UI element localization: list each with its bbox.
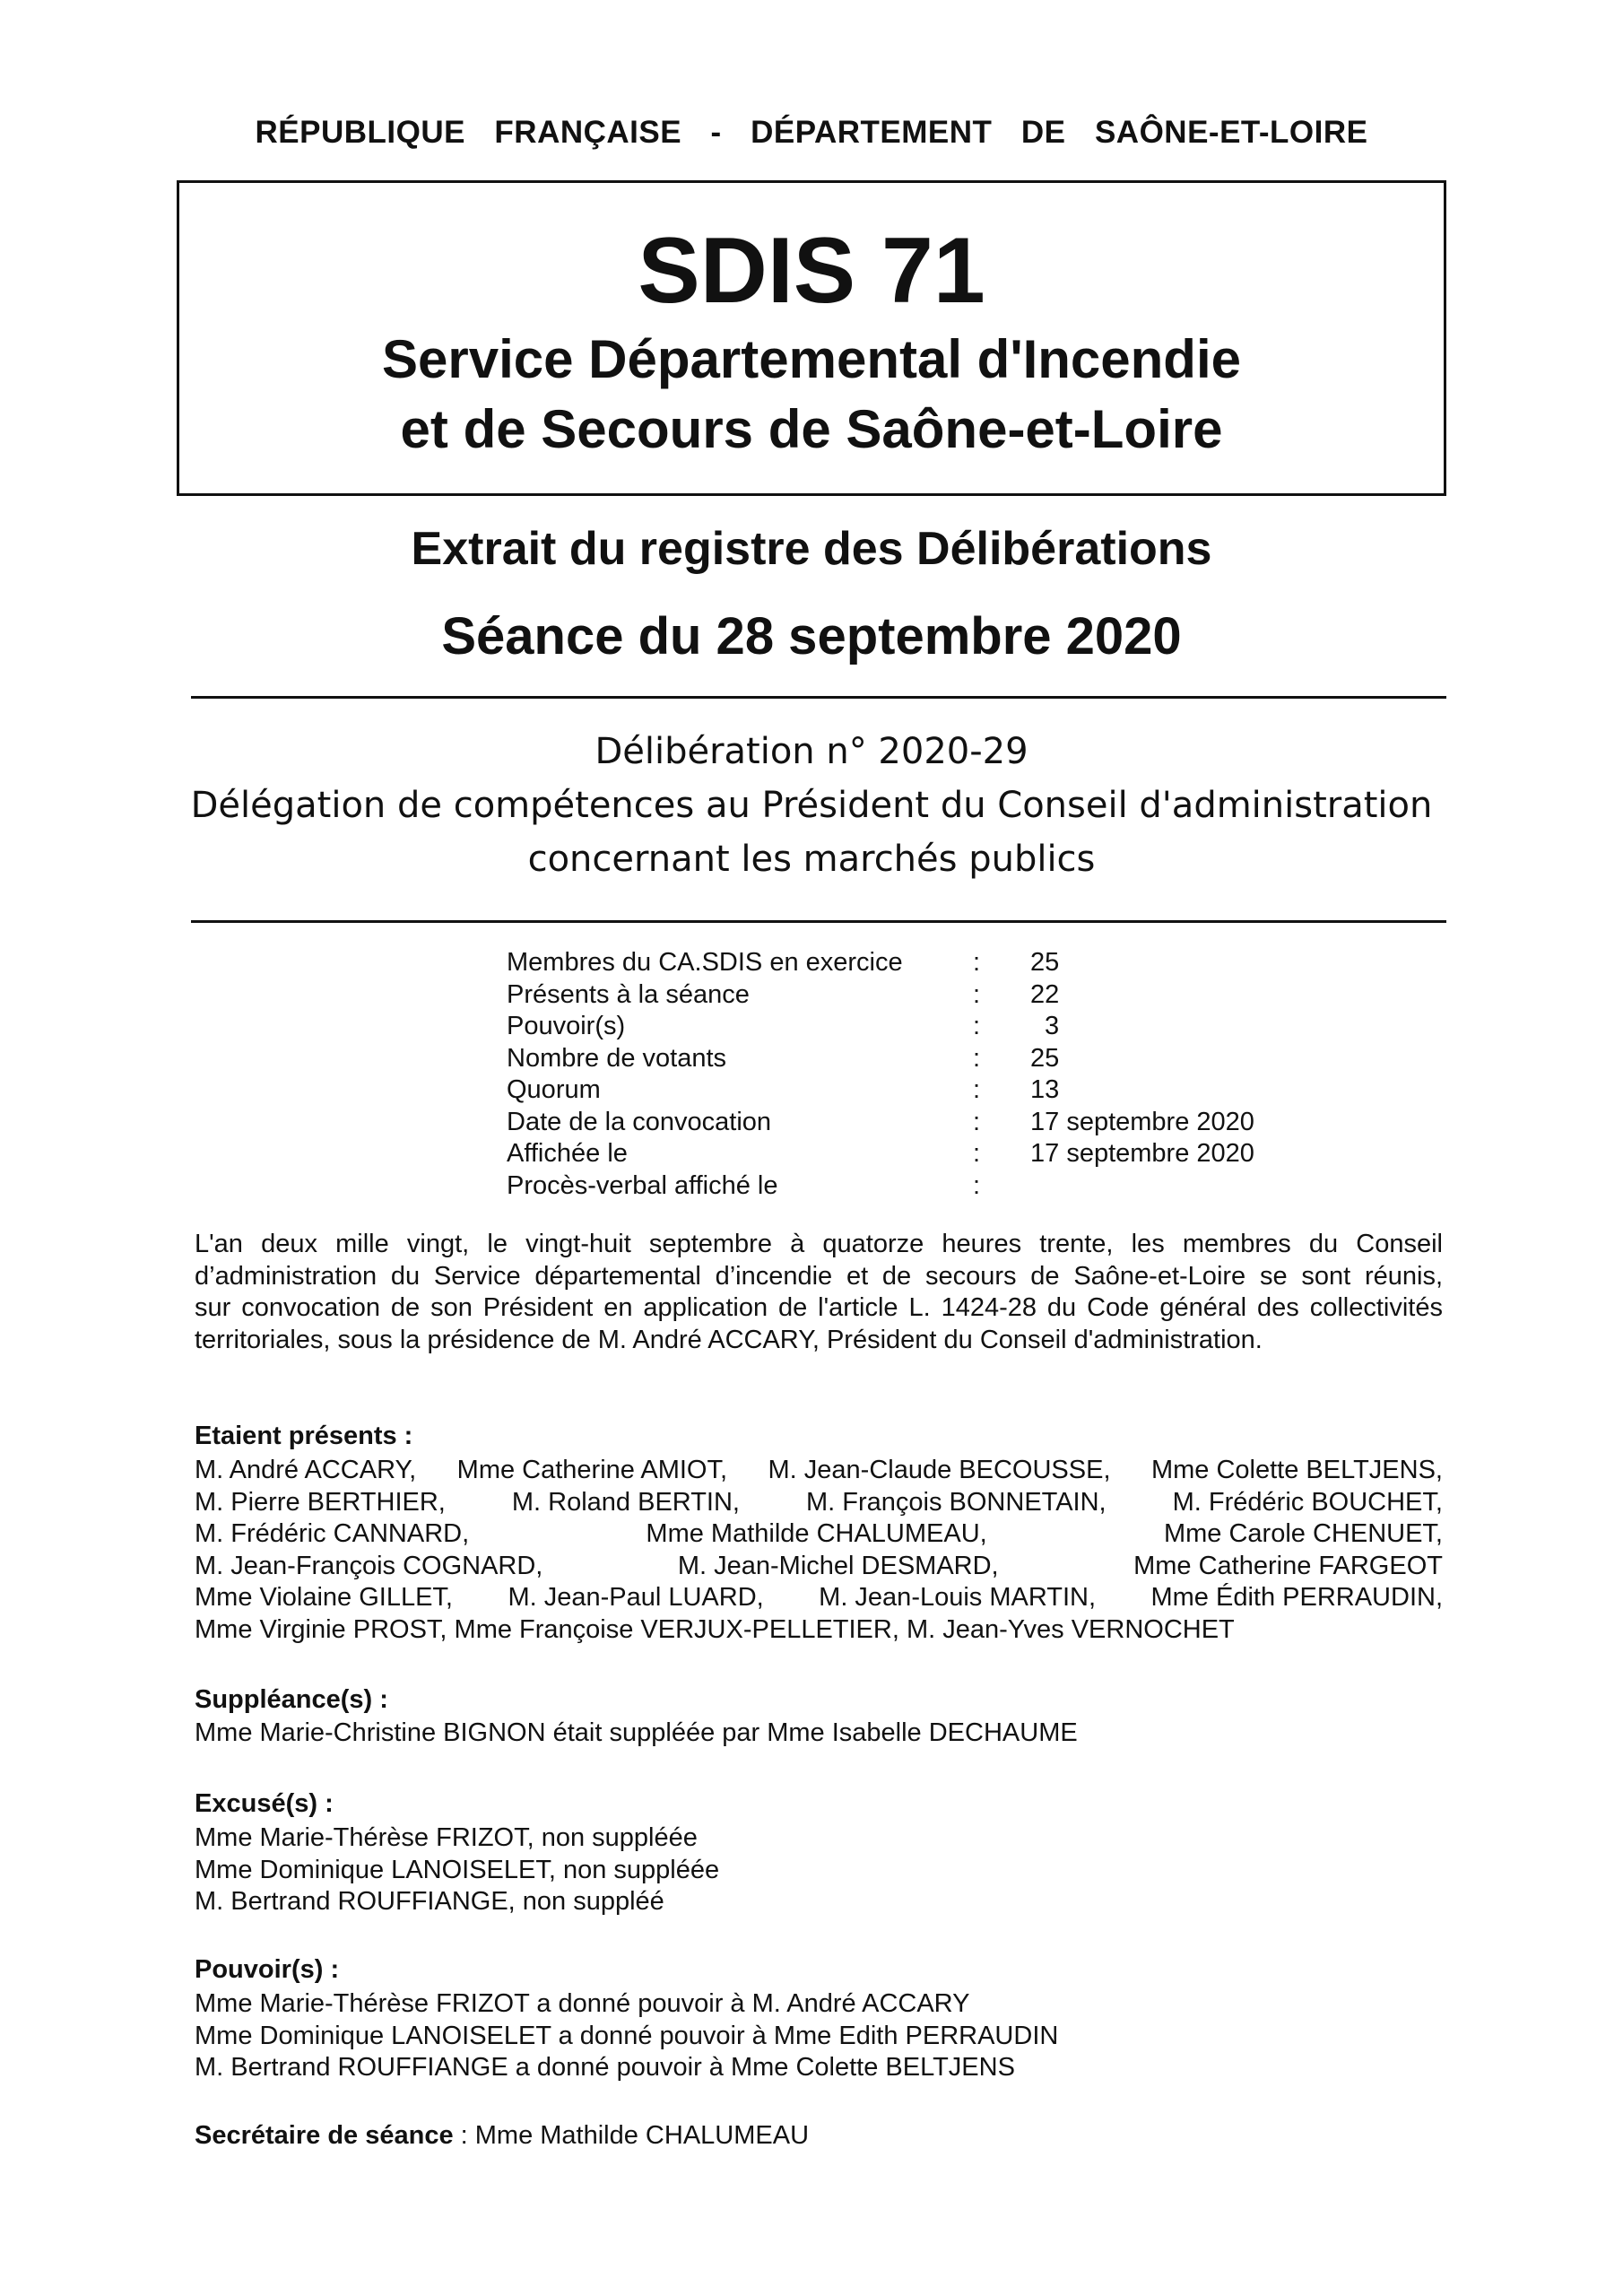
member-name: Mme Carole CHENUET, [1163, 1519, 1443, 1548]
title-box [177, 180, 1446, 496]
attendance-stats [507, 947, 1314, 1202]
member-name: Mme Violaine GILLET, [195, 1583, 453, 1612]
presents-row [195, 1487, 1443, 1519]
republic-header: RÉPUBLIQUE FRANÇAISE - DÉPARTEMENT DE SAÔNE-ET-LOIRE [255, 115, 1368, 150]
stat-label: Quorum [507, 1075, 601, 1104]
member-name: Mme Colette BELTJENS, [1150, 1456, 1443, 1484]
stat-value [1030, 1170, 1299, 1203]
stat-label: Pouvoir(s) [507, 1012, 626, 1040]
intro-line: L'an deux mille vingt, le vingt-huit septembre à quatorze heures trente, les membres du Conseil [195, 1230, 1443, 1258]
stat-colon: : [973, 1170, 981, 1200]
pouvoir-line: M. Bertrand ROUFFIANGE a donné pouvoir à Mme Colette BELTJENS [195, 2053, 1015, 2082]
member-name: Mme Édith PERRAUDIN, [1150, 1583, 1443, 1612]
suppleance-title: Suppléance(s) : [195, 1685, 388, 1714]
excuse-line: M. Bertrand ROUFFIANGE, non suppléé [195, 1887, 664, 1916]
pouvoir-line: Mme Marie-Thérèse FRIZOT a donné pouvoir à M. André ACCARY [195, 1989, 970, 2018]
presents-row [195, 1551, 1443, 1583]
stat-value: 25 [1030, 1043, 1060, 1073]
member-name: M. Jean-Louis MARTIN, [819, 1583, 1097, 1612]
excuse-line: Mme Dominique LANOISELET, non suppléée [195, 1855, 720, 1884]
intro-line: d’administration du Service départemental d’incendie et de secours de Saône-et-Loire se sont réunis, [195, 1261, 1443, 1291]
member-name: M. Jean-Claude BECOUSSE, [768, 1456, 1111, 1484]
stat-colon: : [973, 1139, 981, 1168]
service-name-line1: Service Départemental d'Incendie [382, 329, 1241, 389]
stat-colon: : [973, 1012, 981, 1040]
divider-top [191, 696, 1446, 699]
presents-title: Etaient présents : [195, 1422, 413, 1450]
stat-label: Procès-verbal affiché le [507, 1170, 778, 1200]
pouvoir-line: Mme Dominique LANOISELET a donné pouvoir à Mme Edith PERRAUDIN [195, 2021, 1059, 2050]
excuses-title: Excusé(s) : [195, 1789, 334, 1818]
stat-row [507, 947, 1314, 979]
deliberation-subject-line1: Délégation de compétences au Président du Conseil d'administration [190, 785, 1433, 826]
suppleance-list [195, 1718, 1443, 1750]
stat-row [507, 1170, 1314, 1203]
member-name: M. Jean-François COGNARD, [195, 1551, 543, 1580]
stat-row [507, 1074, 1314, 1107]
stat-value: 25 [1030, 948, 1060, 977]
pouvoirs-title: Pouvoir(s) : [195, 1955, 340, 1984]
stat-row [507, 1138, 1314, 1170]
intro-line: sur convocation de son Président en application de l'article L. 1424-28 du Code général des collectivités [195, 1293, 1443, 1322]
presents-row [195, 1582, 1443, 1614]
member-name: Mme Catherine FARGEOT [1133, 1551, 1443, 1580]
stat-value: 3 [1045, 1012, 1060, 1040]
sdis-title: SDIS 71 [638, 219, 985, 323]
deliberation-number: Délibération n° 2020-29 [595, 731, 1028, 772]
suppleance-line: Mme Marie-Christine BIGNON était suppléée par Mme Isabelle DECHAUME [195, 1718, 1078, 1747]
stat-row [507, 979, 1314, 1012]
stat-colon: : [973, 979, 981, 1009]
presents-list [195, 1455, 1443, 1646]
member-name: M. Jean-Michel DESMARD, [677, 1551, 999, 1580]
member-name: Mme Mathilde CHALUMEAU, [646, 1519, 987, 1548]
deliberation-block [0, 725, 1623, 886]
stat-value: 13 [1030, 1075, 1060, 1104]
member-name: M. Jean-Paul LUARD, [508, 1583, 764, 1612]
member-name: M. André ACCARY, [195, 1456, 417, 1484]
stat-colon: : [973, 1107, 981, 1136]
secretaire-line [195, 2120, 1443, 2152]
stat-row [507, 1043, 1314, 1075]
presents-row [195, 1518, 1443, 1551]
extrait-heading: Extrait du registre des Délibérations [411, 523, 1212, 575]
member-name: M. Frédéric BOUCHET, [1172, 1487, 1443, 1517]
secretaire-value: : Mme Mathilde CHALUMEAU [453, 2121, 810, 2150]
intro-line: territoriales, sous la présidence de M. André ACCARY, Président du Conseil d'administration. [195, 1325, 1263, 1354]
stat-value: 22 [1030, 979, 1060, 1009]
presents-row [195, 1455, 1443, 1487]
stat-label: Présents à la séance [507, 979, 750, 1009]
excuses-list [195, 1822, 1443, 1918]
intro-paragraph [195, 1229, 1443, 1356]
stat-value: 17 septembre 2020 [1030, 1107, 1254, 1136]
stat-value: 17 septembre 2020 [1030, 1139, 1254, 1168]
member-name: M. Frédéric CANNARD, [195, 1519, 470, 1548]
stat-label: Date de la convocation [507, 1107, 772, 1136]
member-name: Mme Catherine AMIOT, [456, 1456, 728, 1484]
divider-bottom [191, 920, 1446, 923]
stat-label: Membres du CA.SDIS en exercice [507, 948, 903, 977]
excuse-line: Mme Marie-Thérèse FRIZOT, non suppléée [195, 1823, 698, 1852]
service-name-line2: et de Secours de Saône-et-Loire [400, 399, 1223, 459]
deliberation-subject-line2: concernant les marchés publics [527, 839, 1096, 880]
stat-row [507, 1011, 1314, 1043]
member-name: M. Roland BERTIN, [511, 1487, 740, 1517]
stat-label: Nombre de votants [507, 1043, 727, 1073]
stat-row [507, 1107, 1314, 1139]
secretaire-label: Secrétaire de séance [195, 2121, 454, 2150]
presents-row [195, 1614, 1443, 1647]
stat-colon: : [973, 948, 981, 977]
pouvoirs-list [195, 1988, 1443, 2084]
stat-colon: : [973, 1075, 981, 1104]
seance-date-heading: Séance du 28 septembre 2020 [441, 607, 1182, 665]
member-name: Mme Virginie PROST, Mme Françoise VERJUX-PELLETIER, M. Jean-Yves VERNOCHET [195, 1614, 1235, 1644]
member-name: M. François BONNETAIN, [806, 1487, 1107, 1517]
stat-label: Affichée le [507, 1139, 628, 1168]
member-name: M. Pierre BERTHIER, [195, 1487, 446, 1517]
stat-colon: : [973, 1043, 981, 1073]
